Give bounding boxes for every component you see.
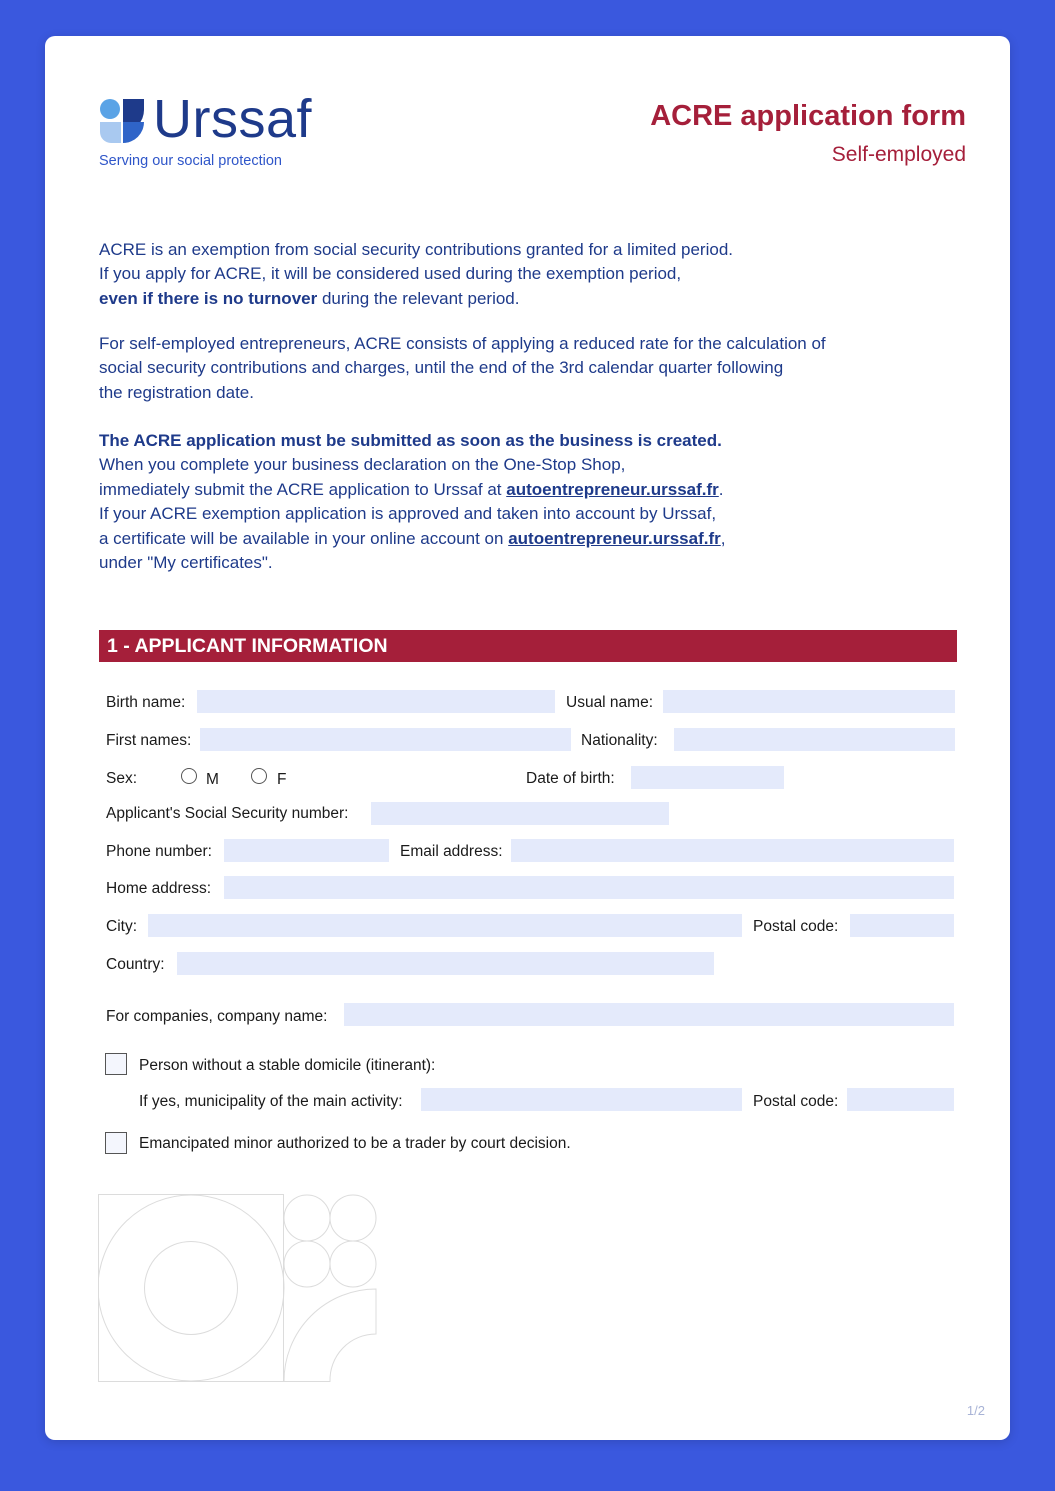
postal-code-2-field[interactable] (847, 1088, 954, 1111)
postal-code-field[interactable] (850, 914, 954, 937)
ssn-field[interactable] (371, 802, 669, 825)
emancipated-minor-label: Emancipated minor authorized to be a trader by court decision. (139, 1135, 571, 1152)
city-label: City: (106, 918, 137, 935)
birth-name-label: Birth name: (106, 694, 186, 711)
city-field[interactable] (148, 914, 742, 937)
form-subtitle: Self-employed (831, 143, 966, 166)
intro-text: If your ACRE exemption application is approved and taken into account by Urssaf, (99, 504, 717, 524)
intro-text (99, 527, 919, 551)
phone-field[interactable] (224, 839, 389, 862)
intro-paragraph-2 (99, 332, 919, 405)
emancipated-minor-checkbox[interactable] (105, 1132, 127, 1154)
intro-paragraph-3 (99, 429, 919, 575)
logo-wordmark: Urssaf (153, 89, 313, 149)
email-field[interactable] (511, 839, 954, 862)
birth-name-field[interactable] (197, 690, 555, 713)
sex-m-radio[interactable] (181, 768, 197, 784)
municipality-label: If yes, municipality of the main activity: (139, 1093, 403, 1110)
email-label: Email address: (400, 843, 503, 860)
itinerant-checkbox[interactable] (105, 1053, 127, 1075)
sex-f-radio[interactable] (251, 768, 267, 784)
home-address-field[interactable] (224, 876, 954, 899)
sex-label: Sex: (106, 770, 138, 787)
home-address-label: Home address: (106, 880, 212, 897)
itinerant-label: Person without a stable domicile (itinerant): (139, 1057, 436, 1074)
intro-emphasis: even if there is no turnover (99, 288, 318, 308)
nationality-field[interactable] (674, 728, 955, 751)
first-names-label: First names: (106, 732, 192, 749)
company-name-label: For companies, company name: (106, 1008, 328, 1025)
intro-text: . (718, 479, 724, 499)
intro-text: during the relevant period. (317, 288, 520, 308)
postal-code-label: Postal code: (753, 918, 839, 935)
nationality-label: Nationality: (581, 732, 658, 749)
usual-name-field[interactable] (663, 690, 955, 713)
intro-text: ACRE is an exemption from social security contributions granted for a limited period. (99, 240, 734, 259)
phone-label: Phone number: (106, 843, 212, 860)
intro-text: When you complete your business declaration on the One-Stop Shop, (99, 455, 626, 475)
intro-emphasis: The ACRE application must be submitted as soon as the business is created. (99, 431, 722, 450)
intro-text: the registration date. (99, 382, 254, 402)
intro-text (99, 287, 919, 311)
intro-text: a certificate will be available in your online account on (99, 528, 509, 548)
intro-text: For self-employed entrepreneurs, ACRE consists of applying a reduced rate for the calculation of (99, 334, 826, 353)
dob-field[interactable] (631, 766, 784, 789)
country-label: Country: (106, 956, 165, 973)
company-name-field[interactable] (344, 1003, 954, 1026)
intro-paragraph-1 (99, 238, 919, 311)
logo-tagline: Serving our social protection (99, 153, 282, 169)
dob-label: Date of birth: (526, 770, 615, 787)
usual-name-label: Usual name: (566, 694, 654, 711)
intro-text: , (720, 528, 726, 548)
municipality-field[interactable] (421, 1088, 742, 1111)
postal-code-2-label: Postal code: (753, 1093, 839, 1110)
form-page (45, 36, 1010, 1440)
intro-text: If you apply for ACRE, it will be considered used during the exemption period, (99, 264, 682, 284)
intro-text: under "My certificates". (99, 553, 273, 573)
section-header-applicant: 1 - APPLICANT INFORMATION (99, 630, 957, 662)
sex-f-label: F (277, 771, 287, 788)
ssn-label: Applicant's Social Security number: (106, 805, 349, 822)
intro-text (99, 478, 919, 502)
urssaf-link[interactable]: autoentrepreneur.urssaf.fr (506, 479, 719, 499)
urssaf-logo-icon (99, 98, 145, 144)
country-field[interactable] (177, 952, 714, 975)
sex-m-label: M (206, 771, 219, 788)
first-names-field[interactable] (200, 728, 571, 751)
page-number: 1/2 (966, 1403, 985, 1418)
decorative-pattern-icon (98, 1194, 378, 1384)
urssaf-link[interactable]: autoentrepreneur.urssaf.fr (508, 528, 721, 548)
intro-text: immediately submit the ACRE application to Urssaf at (99, 479, 507, 499)
form-title: ACRE application form (650, 100, 966, 132)
intro-text: social security contributions and charges, until the end of the 3rd calendar quarter following (99, 358, 784, 378)
